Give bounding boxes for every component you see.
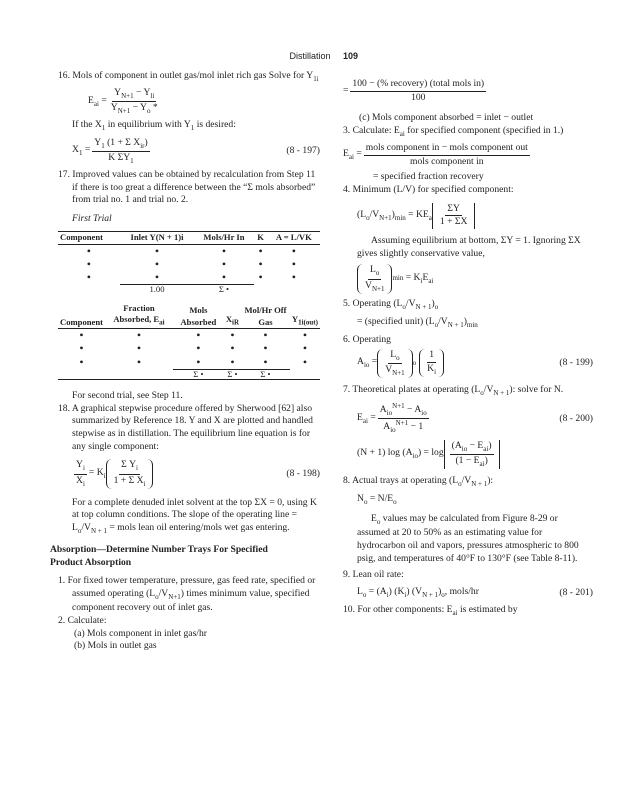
step-8: 8. Actual trays at operating $(L_o/V_{N + 1})$:	[343, 474, 494, 488]
equation-8-199: $A_{io}$ = $\frac{L_o}{V_{N+1}}$ o $\frac{1}{K_i}$ (8 - 199)	[357, 348, 593, 377]
step-2a: (a) Mols component in inlet gas/hr	[74, 627, 207, 639]
step-6: 6. Operating	[343, 333, 391, 345]
table-header: Inlet Y(N + 1)i	[130, 232, 184, 243]
table-total-row: Σ • Σ • Σ •	[58, 369, 320, 379]
equation-min-lv: $(L_o/V_{N+1})_{min} = KE_a$ $\frac{\Sigma Y}{1 + \Sigma X}$	[343, 203, 593, 229]
table-header: Fraction Absorbed, $E_{ai}$	[113, 302, 165, 327]
first-trial-table	[58, 231, 320, 294]
table-header: $X_{iR}$	[225, 314, 240, 327]
step-4: 4. Minimum (L/V) for specified component:	[343, 184, 514, 196]
step-18: 18. A graphical stepwise procedure offered by Sherwood [62] also summarized by Reference 18. Y and X are plotted and handled stepwise as in distillation. The equilibrium line equation is for any single component:	[58, 402, 313, 452]
equation-eai-recovery: $E_{ai}$ = $\frac{\text{mols component in − mols component out}}{\text{mols component in}}$	[343, 142, 528, 167]
step-2c: (c) Mols component absorbed = inlet − outlet	[359, 112, 534, 124]
fraction-recovery-note: = specified fraction recovery	[373, 171, 484, 183]
if-x1-text: If the $X_1$ in equilibrium with $Y_1$ is desired:	[72, 119, 236, 133]
table-total-row	[58, 285, 320, 295]
step-3: 3. Calculate: $E_{ai}$ for specified component (specified in 1.)	[343, 124, 564, 138]
total-mols-in: Σ •	[194, 285, 253, 295]
equation-8-198: $\frac{Y_i}{X_i}$ = $K_i$ $\frac{\Sigma Y_i}{1 + \Sigma X_i}$ (8 - 198)	[76, 459, 320, 488]
equation-8-201: $L_o = (A_i)$ $(K_i)$ $(V_{N + 1})_o$, mols/hr (8 - 201)	[357, 585, 593, 599]
table-row: • • • • • •	[79, 328, 308, 343]
table-header: A = L/VK	[275, 232, 312, 243]
step-17: 17. Improved values can be obtained by recalculation from Step 11 if there is too great a difference between the “Σ mols absorbed” from trial no. 1 and trial no. 2.	[58, 168, 316, 206]
section-heading: Absorption—Determine Number Trays For Specified Product Absorption	[50, 544, 268, 568]
table-header: Component	[60, 316, 103, 327]
equilibrium-assumption: Assuming equilibrium at bottom, ΣY = 1. Ignoring ΣX gives slightly conservative value,	[357, 235, 581, 259]
page-number: 109	[343, 51, 359, 61]
table-row: • • • • •	[86, 243, 296, 258]
table-header: Mols Absorbed	[180, 305, 217, 327]
equation-log-plates: (N + 1) $\log (A_{io}) = \log$ $\frac{(A_{io} - E_{ai})}{(1 - E_{ai})}$	[343, 440, 593, 469]
table-header: $Y_{1i(out)}$	[291, 314, 318, 327]
table-header: K	[257, 232, 264, 243]
equation-8-197: $X_1$ = $\frac{Y_1 (1 + \Sigma X_{ir})}{K \Sigma Y_1}$ (8 - 197)	[72, 136, 320, 165]
step-2b: (b) Mols in outlet gas	[74, 640, 157, 652]
right-column	[343, 75, 593, 618]
step-2: 2. Calculate:	[58, 614, 107, 626]
denuded-solvent-para: For a complete denuded inlet solvent at the top ΣX = 0, using K at top column conditions. The slope of the operating line = $L_o/V_{N + 1}$ = mols lean oil entering/mols wet gas entering.	[72, 496, 317, 535]
step-7: 7. Theoretical plates at operating $(L_o/V_{N + 1})$: solve for N.	[343, 383, 564, 397]
total-inlet: 1.00	[120, 285, 195, 295]
eo-values-para: $E_o$ values may be calculated from Figure 8-29 or assumed at 20 to 50% as an estimating value for hydrocarbon oil and vapors, pressures atmospheric to 800 psig, and temperatures of 40°F to 130°F (see Table 8-11).	[357, 513, 579, 564]
step-5-detail: = (specified unit) $(L_o/V_{N + 1})_{min}$	[357, 315, 478, 329]
table-row: • • • • •	[86, 257, 296, 271]
equation-outlet: = $\frac{\text{100 − (\% recovery) (total mols in)}}{100}$	[343, 78, 485, 103]
step-10: 10. For other components: $E_{ai}$ is estimated by	[343, 604, 518, 618]
equation-8-200: $E_{ai}$ = $\frac{A_{io}^{N+1} - A_{io}}{A_{io}^{N+1} - 1}$ (8 - 200)	[357, 402, 593, 435]
equation-lv-min-kieai: $\frac{L_o}{V_{N+1}}$ min = $K_iE_{ai}$	[343, 264, 593, 293]
step-1: 1. For fixed tower temperature, pressure, gas feed rate, specified or assumed operating $(L_o/V_{N+1})$ times minimum value, specified component recovery out of inlet gas.	[58, 575, 316, 614]
table-header-row	[58, 232, 320, 244]
second-trial-text: For second trial, see Step 11.	[72, 390, 183, 402]
table-row: • • • • • •	[79, 341, 308, 356]
step-9: 9. Lean oil rate:	[343, 569, 404, 581]
table-header: Component	[60, 232, 103, 243]
left-column	[50, 70, 320, 653]
step-5: 5. Operating $(L_o/V_{N + 1})_o$	[343, 297, 439, 311]
actual-trays-equation: $N_o = N/E_o$	[357, 493, 397, 506]
first-trial-label: First Trial	[72, 212, 112, 224]
table-row: • • • • •	[86, 270, 296, 285]
table-header: Mol/Hr Off Gas	[244, 305, 287, 327]
table-row: • • • • • •	[79, 354, 308, 369]
table-header-row	[58, 303, 320, 329]
second-table	[58, 303, 320, 380]
equation-eai: $E_{ai}$ = $\frac{Y_{N+1} - Y_{li}}{Y_{N+1} - Y_o *}$	[88, 87, 158, 116]
step-16: 16. Mols of component in outlet gas/mol inlet rich gas Solve for $Y_{1i}$	[58, 70, 319, 83]
table-header: Mols/Hr In	[203, 232, 245, 243]
running-header-title: Distillation	[289, 51, 331, 61]
